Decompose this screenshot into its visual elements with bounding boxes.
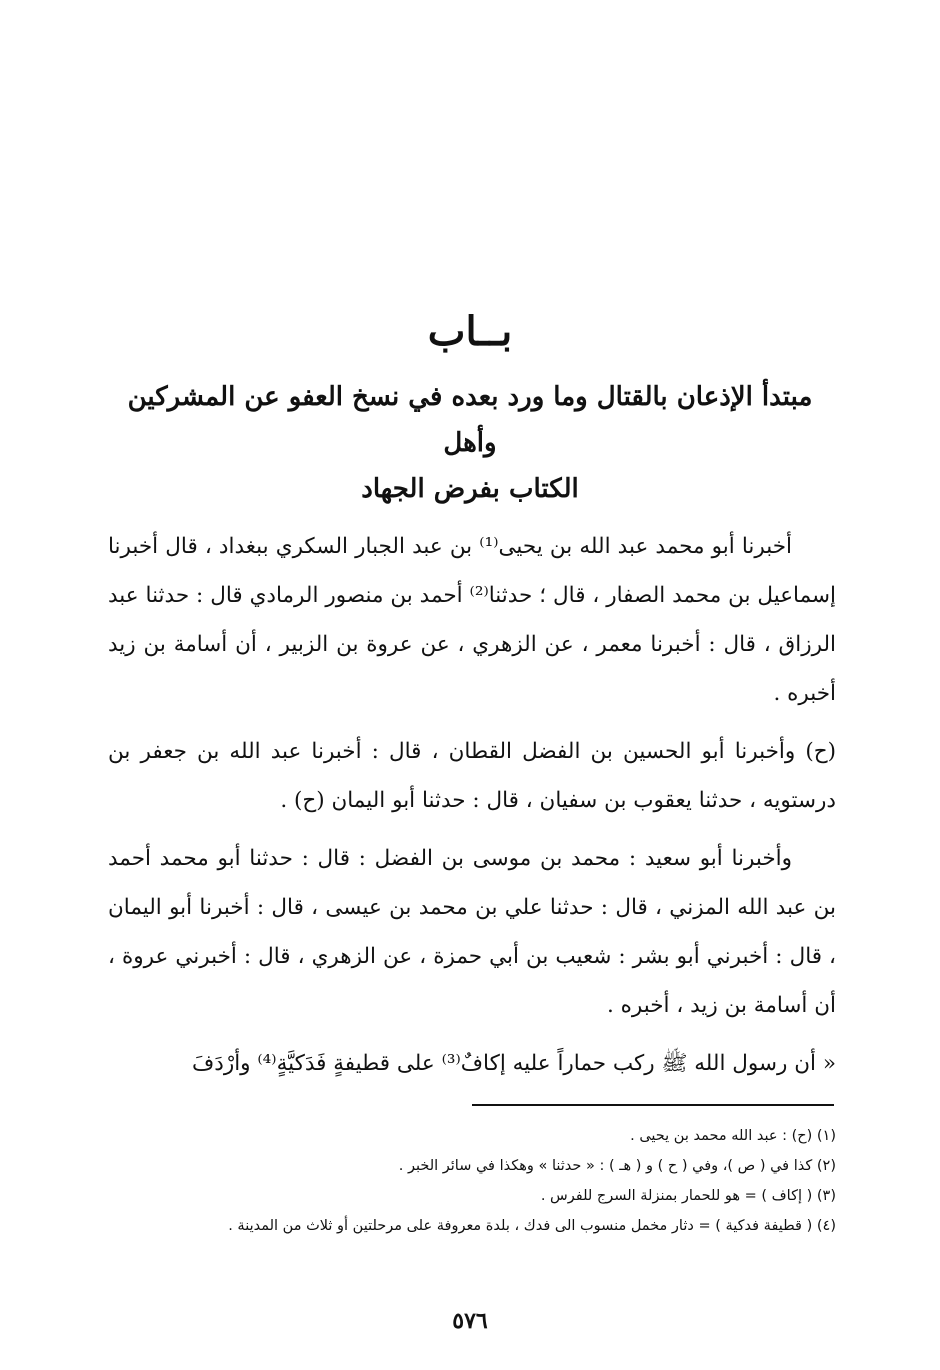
- footnote-3: (٣) ( إكاف ) = هو للحمار بمنزلة السرج للفرس .: [540, 1188, 836, 1204]
- footnote-2: (٢) كذا في ( ص )، وفي ( ح ) و ( هـ ) : « حدثنا » وهكذا في سائر الخبر .: [398, 1158, 836, 1174]
- footnote-4: (٤) ( قطيفة فدكية ) = دثار مخمل منسوب الى فدك ، بلدة معروفة على مرحلتين أو ثلاث من المدينة .: [228, 1218, 836, 1234]
- page-number: ٥٧٦: [452, 1308, 488, 1334]
- chapter-subtitle-line-1: مبتدأ الإذعان بالقتال وما ورد بعده في نسخ العفو عن المشركين وأهل: [127, 382, 813, 458]
- chapter-subtitle-line-2: الكتاب بفرض الجهاد: [361, 474, 579, 504]
- paragraph-4: « أن رسول الله ﷺ ركب حماراً عليه إكافٌ⁽³⁾ على قطيفةٍ فَدَكيَّةٍ⁽⁴⁾ وأرْدَفَ: [191, 1051, 836, 1076]
- paragraph-2: (ح) وأخبرنا أبو الحسين بن الفضل القطان ، قال : أخبرنا عبد الله بن جعفر بن درستويه ، حدثنا يعقوب بن سفيان ، قال : حدثنا أبو اليمان (ح) .: [108, 739, 836, 813]
- chapter-title: بــاب: [427, 308, 513, 355]
- footnote-divider: [472, 1104, 834, 1106]
- paragraph-1: أخبرنا أبو محمد عبد الله بن يحيى⁽¹⁾ بن عبد الجبار السكري ببغداد ، قال أخبرنا إسماعيل بن محمد الصفار ، قال ؛ حدثنا⁽²⁾ أحمد بن منصور الرمادي قال : حدثنا عبد الرزاق ، قال : أخبرنا معمر ، عن الزهري ، عن عروة بن الزبير ، أن أسامة بن زيد أخبره .: [108, 534, 836, 706]
- paragraph-3: وأخبرنا أبو سعيد : محمد بن موسى بن الفضل : قال : حدثنا أبو محمد أحمد بن عبد الله المزني ، قال : حدثنا علي بن محمد بن عيسى ، قال : أخبرنا أبو اليمان ، قال : أخبرني أبو بشر : شعيب بن أبي حمزة ، عن الزهري ، قال : أخبرني عروة ، أن أسامة بن زيد ، أخبره .: [108, 846, 836, 1018]
- chapter-subtitle: [100, 374, 840, 512]
- footnotes-list: [108, 1121, 836, 1241]
- body-text: [108, 522, 836, 1097]
- footnote-1: (١) (ح) : عبد الله محمد بن يحيى .: [630, 1128, 836, 1144]
